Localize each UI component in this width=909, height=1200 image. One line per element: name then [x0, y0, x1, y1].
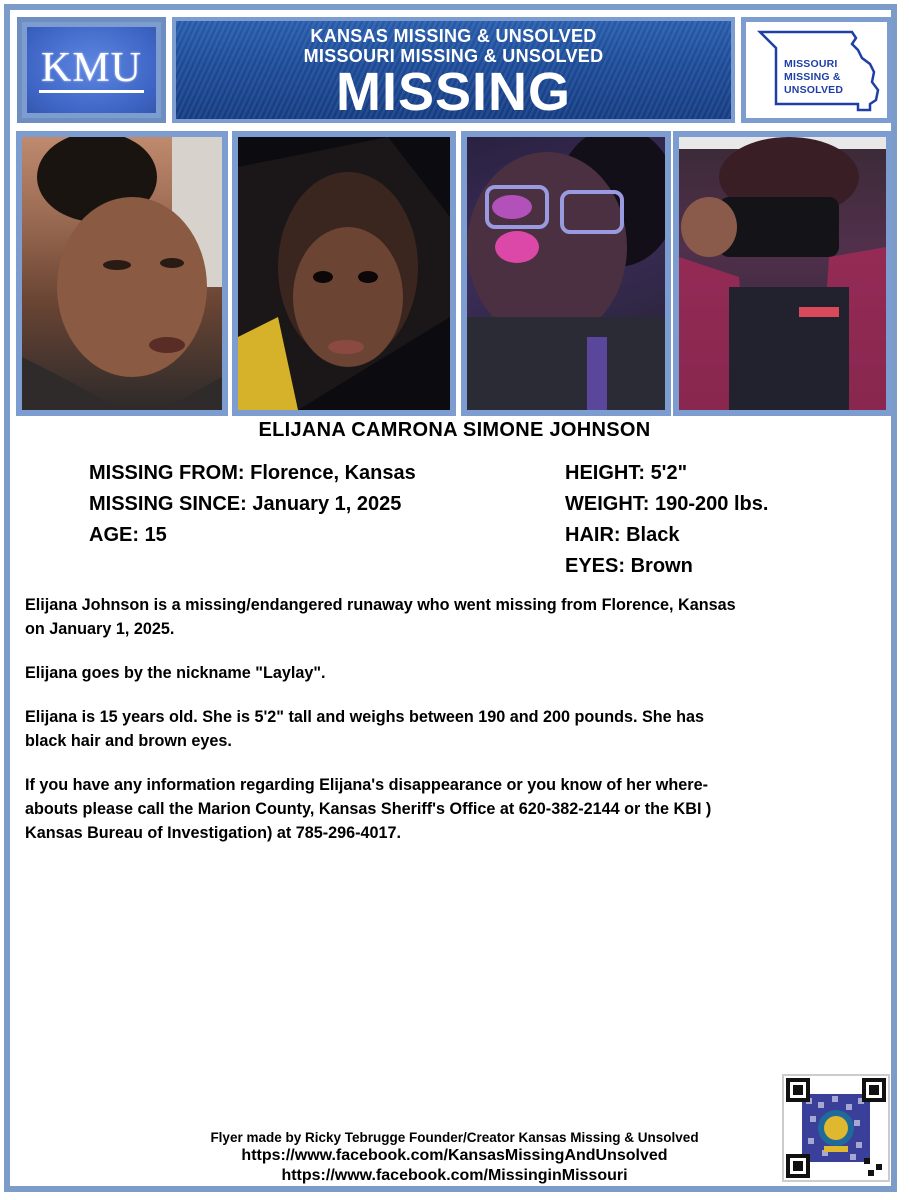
description-p4-line2: abouts please call the Marion County, Kansas Sheriff's Office at 620-382-2144 or the KBI ) [25, 800, 712, 818]
description-p1-line1: Elijana Johnson is a missing/endangered runaway who went missing from Florence, Kansas [25, 596, 736, 614]
facebook-link-kansas[interactable]: https://www.facebook.com/KansasMissingAndUnsolved [241, 1147, 668, 1164]
missing-from-value: Florence, Kansas [250, 462, 416, 484]
description-paragraph-1 [25, 593, 885, 641]
hair-row [565, 520, 768, 551]
missing-since-value: January 1, 2025 [252, 493, 402, 515]
flyer-credit: Flyer made by Ricky Tebrugge Founder/Creator Kansas Missing & Unsolved [210, 1130, 699, 1145]
weight-label: WEIGHT: [565, 493, 650, 515]
banner-missouri-line: MISSOURI MISSING & UNSOLVED [303, 46, 604, 66]
header-banner-inner [176, 21, 731, 122]
kmu-logo-text: KMU [40, 44, 142, 91]
eyes-row [565, 551, 768, 582]
person-name: ELIJANA CAMRONA SIMONE JOHNSON [258, 419, 651, 441]
missing-from-row [89, 458, 416, 489]
age-label: AGE: [89, 524, 139, 546]
banner-missing-title: MISSING [335, 62, 572, 122]
banner-kansas-line: KANSAS MISSING & UNSOLVED [310, 26, 597, 46]
missouri-logo-background [746, 22, 887, 118]
weight-value: 190-200 lbs. [655, 493, 769, 515]
description-p1-line2: on January 1, 2025. [25, 620, 175, 638]
description-p2: Elijana goes by the nickname "Laylay". [25, 664, 326, 682]
description-p3-line1: Elijana is 15 years old. She is 5'2" tall and weighs between 190 and 200 pounds. She has [25, 708, 705, 726]
photo-2 [232, 131, 456, 416]
eyes-label: EYES: [565, 555, 626, 577]
facts-left-column [89, 458, 416, 551]
missing-since-label: MISSING SINCE: [89, 493, 247, 515]
missouri-logo-line2: MISSING & [784, 71, 841, 83]
missouri-logo [741, 17, 892, 123]
footer [0, 1129, 909, 1186]
person-photo-3-image [467, 137, 665, 410]
qr-code-icon[interactable] [782, 1074, 890, 1182]
description-paragraph-3 [25, 705, 885, 753]
missouri-logo-line3: UNSOLVED [784, 84, 844, 96]
kmu-logo [17, 17, 166, 123]
description-p4-line1: If you have any information regarding Elijana's disappearance or you know of her where- [25, 776, 708, 794]
missouri-logo-line1: MISSOURI [784, 58, 838, 70]
missing-since-row [89, 489, 416, 520]
missouri-logo-text [784, 58, 843, 97]
header-banner [172, 17, 735, 123]
facebook-link-missouri[interactable]: https://www.facebook.com/MissinginMissouri [281, 1167, 628, 1184]
description-paragraph-4 [25, 773, 885, 845]
eyes-value: Brown [630, 555, 693, 577]
description-p4-line3: Kansas Bureau of Investigation) at 785-296-4017. [25, 824, 402, 842]
age-value: 15 [144, 524, 167, 546]
description-paragraph-2 [25, 661, 885, 685]
person-photo-4-image [679, 137, 886, 410]
description [25, 593, 885, 865]
photo-1 [16, 131, 228, 416]
age-row [89, 520, 416, 551]
photo-4 [673, 131, 892, 416]
hair-label: HAIR: [565, 524, 621, 546]
person-photo-1-image [22, 137, 222, 410]
height-row [565, 458, 768, 489]
weight-row [565, 489, 768, 520]
missing-from-label: MISSING FROM: [89, 462, 245, 484]
facts-right-column [565, 458, 768, 582]
kmu-logo-background [27, 27, 156, 113]
description-p3-line2: black hair and brown eyes. [25, 732, 232, 750]
height-label: HEIGHT: [565, 462, 645, 484]
person-photo-2-image [238, 137, 450, 410]
hair-value: Black [626, 524, 680, 546]
photo-3 [461, 131, 671, 416]
height-value: 5'2" [650, 462, 688, 484]
